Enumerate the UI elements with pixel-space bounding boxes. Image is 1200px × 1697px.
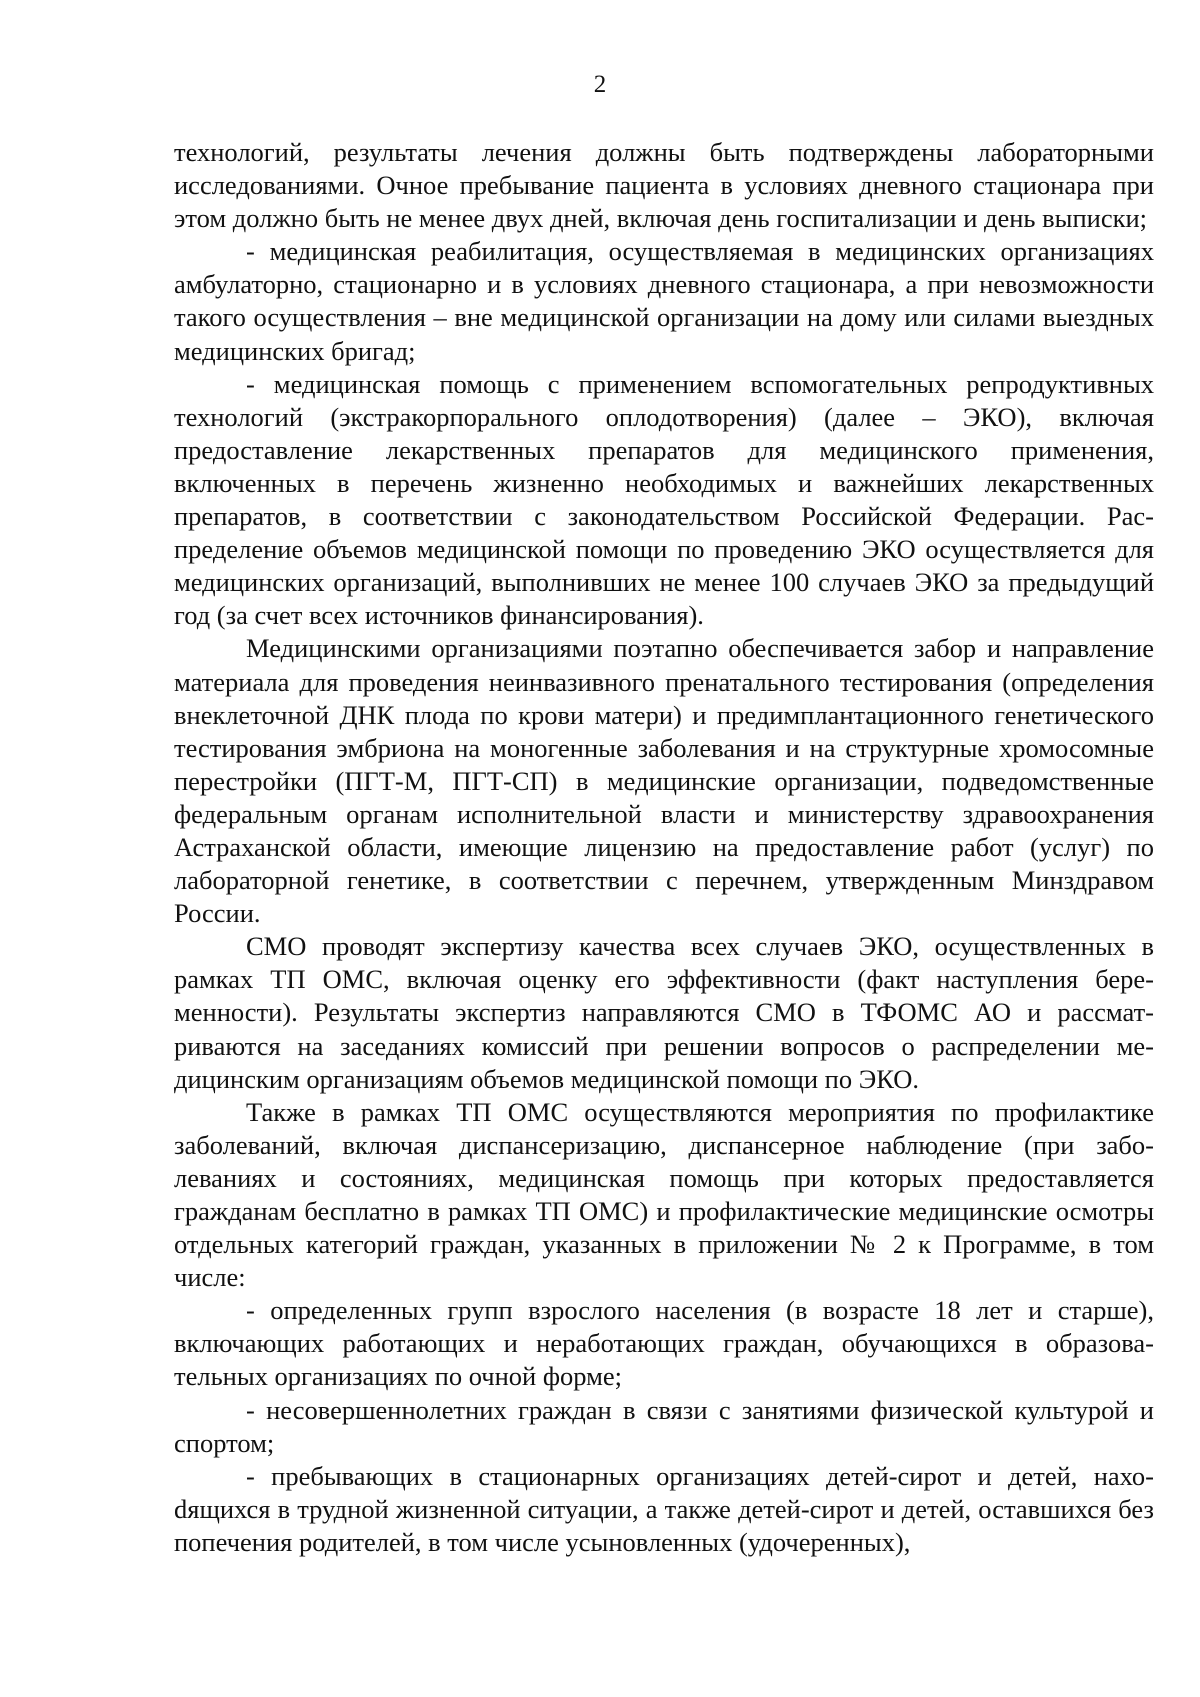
paragraph-eco-assistance: - медицинская помощь с применением вспомогательных репродуктивных технологий (экстракорпорального оплодотворения) (далее – ЭКО), включая предоставление лекарственных препаратов для медицинского применения, включенных в перечень жизненно необходимых и важнейших лекарственных препаратов, в соответствии с законодательством Российской Федерации. Распределение объемов медицинской помощи по проведению ЭКО осуществляется для медицинских организаций, выполнивших не менее 100 случаев ЭКО за предыдущий год (за счет всех источников финансирования). bbox=[174, 368, 1154, 631]
paragraph-smo-expertise: СМО проводят экспертизу качества всех случаев ЭКО, осуществленных в рамках ТП ОМС, включая оценку его эффективности (факт наступления беременности). Результаты экспертиз направляются СМО в ТФОМС АО и рассматриваются на заседаниях комиссий при решении вопросов о распределении медицинским организациям объемов медицинской помощи по ЭКО. bbox=[174, 931, 1154, 1094]
paragraph-lab-confirmation: технологий, результаты лечения должны быть подтверждены лабораторными исследованиями. Очное пребывание пациента в условиях дневного стационара при этом должно быть не менее двух дней, включая день госпитализации и день выписки; bbox=[174, 137, 1154, 234]
list-item-adult-groups: - определенных групп взрослого населения (в возрасте 18 лет и старше), включающих работающих и неработающих граждан, обучающихся в образовательных организациях по очной форме; bbox=[174, 1295, 1154, 1392]
paragraph-medical-rehabilitation: - медицинская реабилитация, осуществляемая в медицинских организациях амбулаторно, стационарно и в условиях дневного стационара, а при невозможности такого осуществления – вне медицинской организации на дому или силами выездных медицинских бригад; bbox=[174, 236, 1154, 366]
list-item-minors-sport: - несовершеннолетних граждан в связи с занятиями физической культурой и спортом; bbox=[174, 1394, 1154, 1458]
page-number: 2 bbox=[593, 71, 607, 98]
list-item-orphans: - пребывающих в стационарных организациях детей-сирот и детей, нахоdящихся в трудной жизненной ситуации, а также детей-сирот и детей, оставшихся без попечения родителей, в том числе усыновленных (удочеренных), bbox=[174, 1460, 1154, 1557]
paragraph-genetic-testing: Медицинскими организациями поэтапно обеспечивается забор и направление материала для проведения неинвазивного пренатального тестирования (определения внеклеточной ДНК плода по крови матери) и предимплантационного генетического тестирования эмбриона на моногенные заболевания и на структурные хромосомные перестройки (ПГТ-М, ПГТ-СП) в медицинские организации, подведомственные федеральным органам исполнительной власти и министерству здравоохранения Астраханской области, имеющие лицензию на предоставление работ (услуг) по лабораторной генетике, в соответствии с перечнем, утвержденным Минздравом России. bbox=[174, 633, 1154, 929]
document-body bbox=[174, 136, 1154, 1559]
paragraph-prevention-measures: Также в рамках ТП ОМС осуществляются мероприятия по профилактике заболеваний, включая диспансеризацию, диспансерное наблюдение (при заболеваниях и состояниях, медицинская помощь при которых предоставляется гражданам бесплатно в рамках ТП ОМС) и профилактические медицинские осмотры отдельных категорий граждан, указанных в приложении № 2 к Программе, в том числе: bbox=[174, 1096, 1154, 1293]
